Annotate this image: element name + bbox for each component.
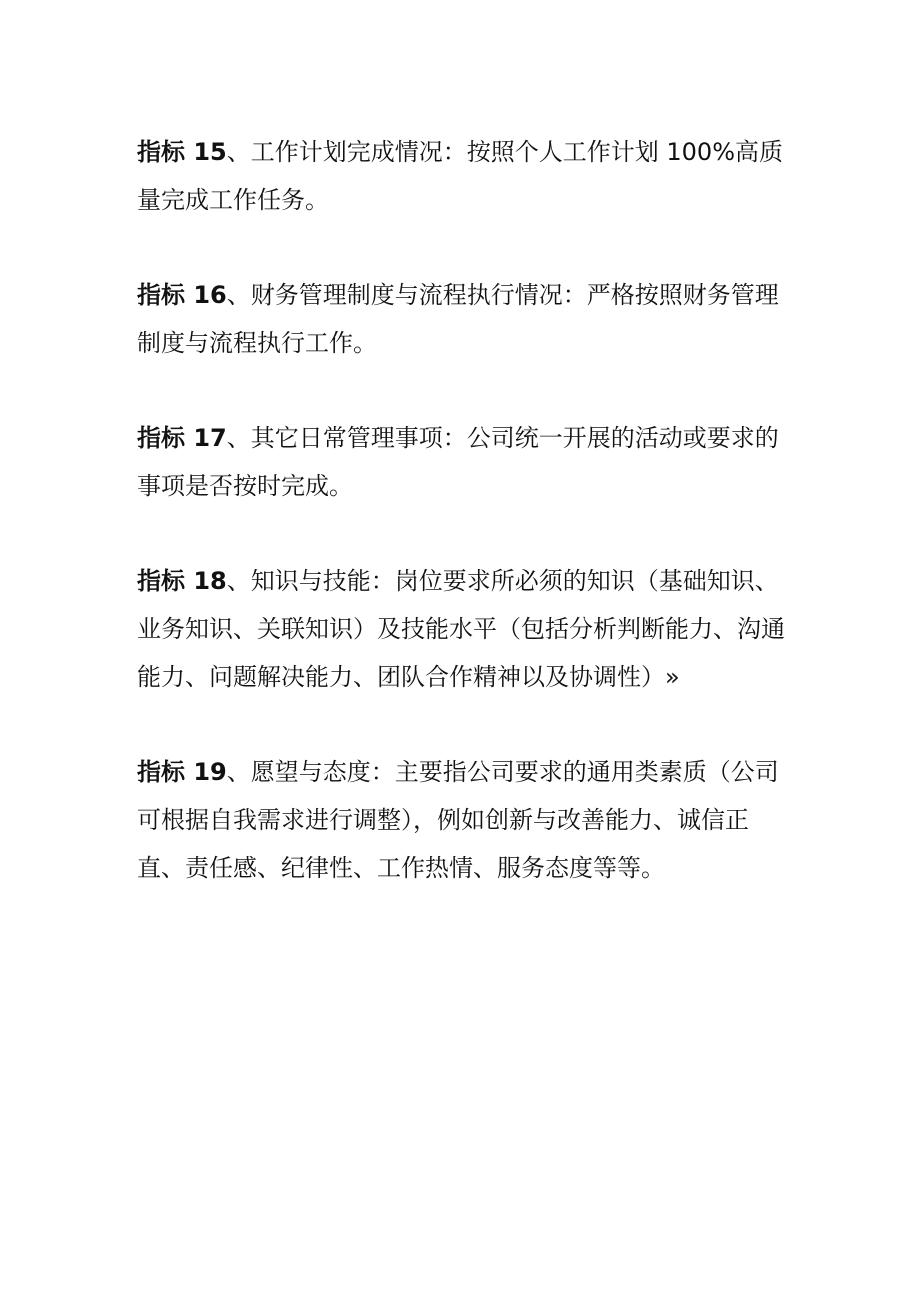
indicator-text: 知识与技能：岗位要求所必须的知识（基础知识、业务知识、关联知识）及技能水平（包括分析判断能力、沟通能力、问题解决能力、团队合作精神以及协调性）» [137,567,785,691]
indicator-separator: 、 [226,758,251,786]
indicator-separator: 、 [226,567,251,595]
indicator-15 [137,128,787,224]
indicator-text: 财务管理制度与流程执行情况：严格按照财务管理制度与流程执行工作。 [137,281,779,357]
indicator-19 [137,748,787,892]
indicator-label: 指标 16 [137,281,227,309]
indicator-18 [137,557,787,701]
indicator-separator: 、 [226,281,251,309]
indicator-label: 指标 17 [137,424,227,452]
indicator-separator: 、 [226,138,251,166]
indicator-list [137,128,787,939]
indicator-label: 指标 18 [137,567,227,595]
indicator-text: 工作计划完成情况：按照个人工作计划 100%高质量完成工作任务。 [137,138,784,214]
indicator-16 [137,271,787,367]
indicator-text: 愿望与态度：主要指公司要求的通用类素质（公司可根据自我需求进行调整），例如创新与改善能力、诚信正直、责任感、纪律性、工作热情、服务态度等等。 [137,758,779,882]
indicator-text: 其它日常管理事项：公司统一开展的活动或要求的事项是否按时完成。 [137,424,779,500]
indicator-separator: 、 [226,424,251,452]
indicator-label: 指标 15 [137,138,227,166]
indicator-17 [137,414,787,510]
indicator-label: 指标 19 [137,758,227,786]
